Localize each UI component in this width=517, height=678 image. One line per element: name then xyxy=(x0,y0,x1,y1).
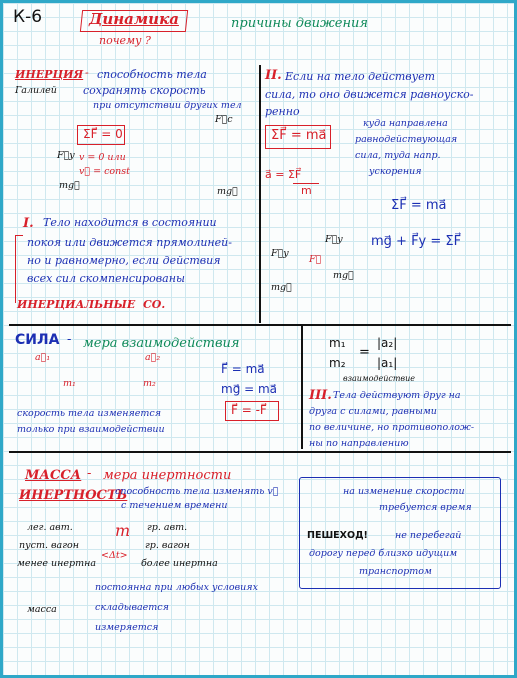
mass-symbol: m xyxy=(115,521,131,540)
note-line5: транспортом xyxy=(359,566,432,577)
ratio-a2: |a₂| xyxy=(377,336,398,350)
mg-label-2: mg⃗ xyxy=(217,186,238,197)
mg-label-1: mg⃗ xyxy=(59,180,80,191)
m2-label: m₂ xyxy=(143,378,156,389)
force-def: мера взаимодействия xyxy=(83,336,240,351)
divider-v1 xyxy=(259,65,261,323)
mass-def: мера инертности xyxy=(103,468,232,483)
inertial-frames-abbr: СО. xyxy=(143,298,166,311)
sum-zero-formula: ΣF⃗ = 0 xyxy=(83,127,123,141)
inertia-def2: сохранять скорость xyxy=(83,84,206,97)
page-subtitle: почему ? xyxy=(99,34,151,47)
law3-line1: Тела действуют друг на xyxy=(333,390,461,401)
mass-right1: гр. авт. xyxy=(147,522,188,533)
force-dash: - xyxy=(67,332,72,347)
note-line1: на изменение скорости xyxy=(343,486,465,497)
law2-eq1: ΣF⃗ = ma⃗ xyxy=(391,198,447,213)
note-line4: дорогу перед близко идущим xyxy=(309,548,458,559)
mass-right2: гр. вагон xyxy=(145,540,190,551)
note-line2: требуется время xyxy=(379,502,472,513)
fy-label-1: F⃗y xyxy=(57,150,75,161)
law1-number: I. xyxy=(23,216,34,231)
ratio-eq-sign: = xyxy=(359,345,370,360)
inertia-dash: - xyxy=(85,66,89,79)
newton2-formula: ΣF⃗ = ma⃗ xyxy=(271,128,327,143)
law2-note2: равнодействующая xyxy=(355,134,458,145)
mass-list-head: масса xyxy=(27,604,57,615)
mass-left1: лег. авт. xyxy=(27,522,73,533)
mass-left2: пуст. вагон xyxy=(19,540,79,551)
inertness-def-b: с течением времени xyxy=(121,500,228,511)
mass-prop3: измеряется xyxy=(95,622,159,633)
force-eq-mg: mg⃗ = ma⃗ xyxy=(221,382,278,396)
inertness-def-a: способность тела изменять v⃗ xyxy=(115,486,279,497)
pendulum-f-label: F⃗ xyxy=(309,254,322,265)
mass-dt-symbol: <Δt> xyxy=(101,550,128,561)
v-const-text: v⃗ = const xyxy=(79,166,130,177)
law1-line2: покоя или движется прямолиней- xyxy=(27,236,232,249)
law3-line3: по величине, но противополож- xyxy=(309,422,475,433)
inertia-author: Галилей xyxy=(15,85,57,96)
fc-label: F⃗c xyxy=(215,114,233,125)
pendulum-mg-label: mg⃗ xyxy=(271,282,292,293)
law3-number: III. xyxy=(309,388,332,403)
force-eq-f: F⃗ = ma⃗ xyxy=(221,362,265,376)
inertial-frames-label: ИНЕРЦИАЛЬНЫЕ xyxy=(17,298,136,311)
page-topic: причины движения xyxy=(231,16,369,31)
newton3-formula: F⃗ = -F⃗ xyxy=(231,403,267,417)
inertia-def1: способность тела xyxy=(97,68,207,81)
law2-number: II. xyxy=(265,68,282,83)
lesson-code: К-6 xyxy=(13,7,43,27)
page-title: Динамика xyxy=(89,10,179,28)
law2-note1: куда направлена xyxy=(363,118,448,129)
m1-label: m₁ xyxy=(63,378,76,389)
inertness-term: ИНЕРТНОСТЬ xyxy=(19,488,128,503)
pendulum-fy2-label: F⃗y xyxy=(325,234,343,245)
law3-line4: ны по направлению xyxy=(309,438,409,449)
pendulum-fy-label: F⃗y xyxy=(271,248,289,259)
mass-prop2: складывается xyxy=(95,602,169,613)
mass-prop1: постоянна при любых условиях xyxy=(95,582,258,593)
graph-label: взаимодействие xyxy=(343,374,415,383)
mass-right3: более инертна xyxy=(141,558,218,569)
force-term: СИЛА xyxy=(15,332,60,348)
law2-line2: сила, то оно движется равноуско- xyxy=(265,88,474,101)
inertia-term: ИНЕРЦИЯ xyxy=(15,68,84,81)
law2-note4: ускорения xyxy=(369,166,422,177)
force-note2: только при взаимодействии xyxy=(17,424,165,435)
note-line3: не перебегай xyxy=(395,530,462,541)
accel-formula: a⃗ = ΣF⃗ xyxy=(265,168,302,181)
mass-left3: менее инертна xyxy=(17,558,97,569)
law2-line3: ренно xyxy=(265,105,300,118)
ratio-a1: |a₁| xyxy=(377,356,398,370)
divider-h2 xyxy=(9,451,511,453)
v-zero-text: v = 0 или xyxy=(79,152,126,163)
law1-line3: но и равномерно, если действия xyxy=(27,254,221,267)
law1-line4: всех сил скомпенсированы xyxy=(27,272,185,285)
law2-line1: Если на тело действует xyxy=(285,70,436,83)
mass-term: МАССА xyxy=(25,468,82,483)
a1-label: a⃗₁ xyxy=(35,352,51,363)
law2-eq2: mg⃗ + F⃗y = ΣF⃗ xyxy=(371,234,462,249)
law1-bracket xyxy=(15,235,23,303)
ratio-m1: m₁ xyxy=(329,336,346,350)
ratio-m2: m₂ xyxy=(329,356,346,370)
note-warning: ПЕШЕХОД! xyxy=(307,530,368,541)
force-note1: скорость тела изменяется xyxy=(17,408,161,419)
mass-dash: - xyxy=(87,466,92,481)
divider-h1 xyxy=(9,324,511,326)
law3-line2: друга с силами, равными xyxy=(309,406,437,417)
pendulum-mg2-label: mg⃗ xyxy=(333,270,354,281)
law1-line1: Тело находится в состоянии xyxy=(43,216,217,229)
accel-denominator: m xyxy=(301,184,312,197)
divider-v2 xyxy=(301,325,303,449)
a2-label: a⃗₂ xyxy=(145,352,161,363)
inertia-def3: при отсутствии других тел xyxy=(93,100,242,111)
law2-note3: сила, туда напр. xyxy=(355,150,441,161)
